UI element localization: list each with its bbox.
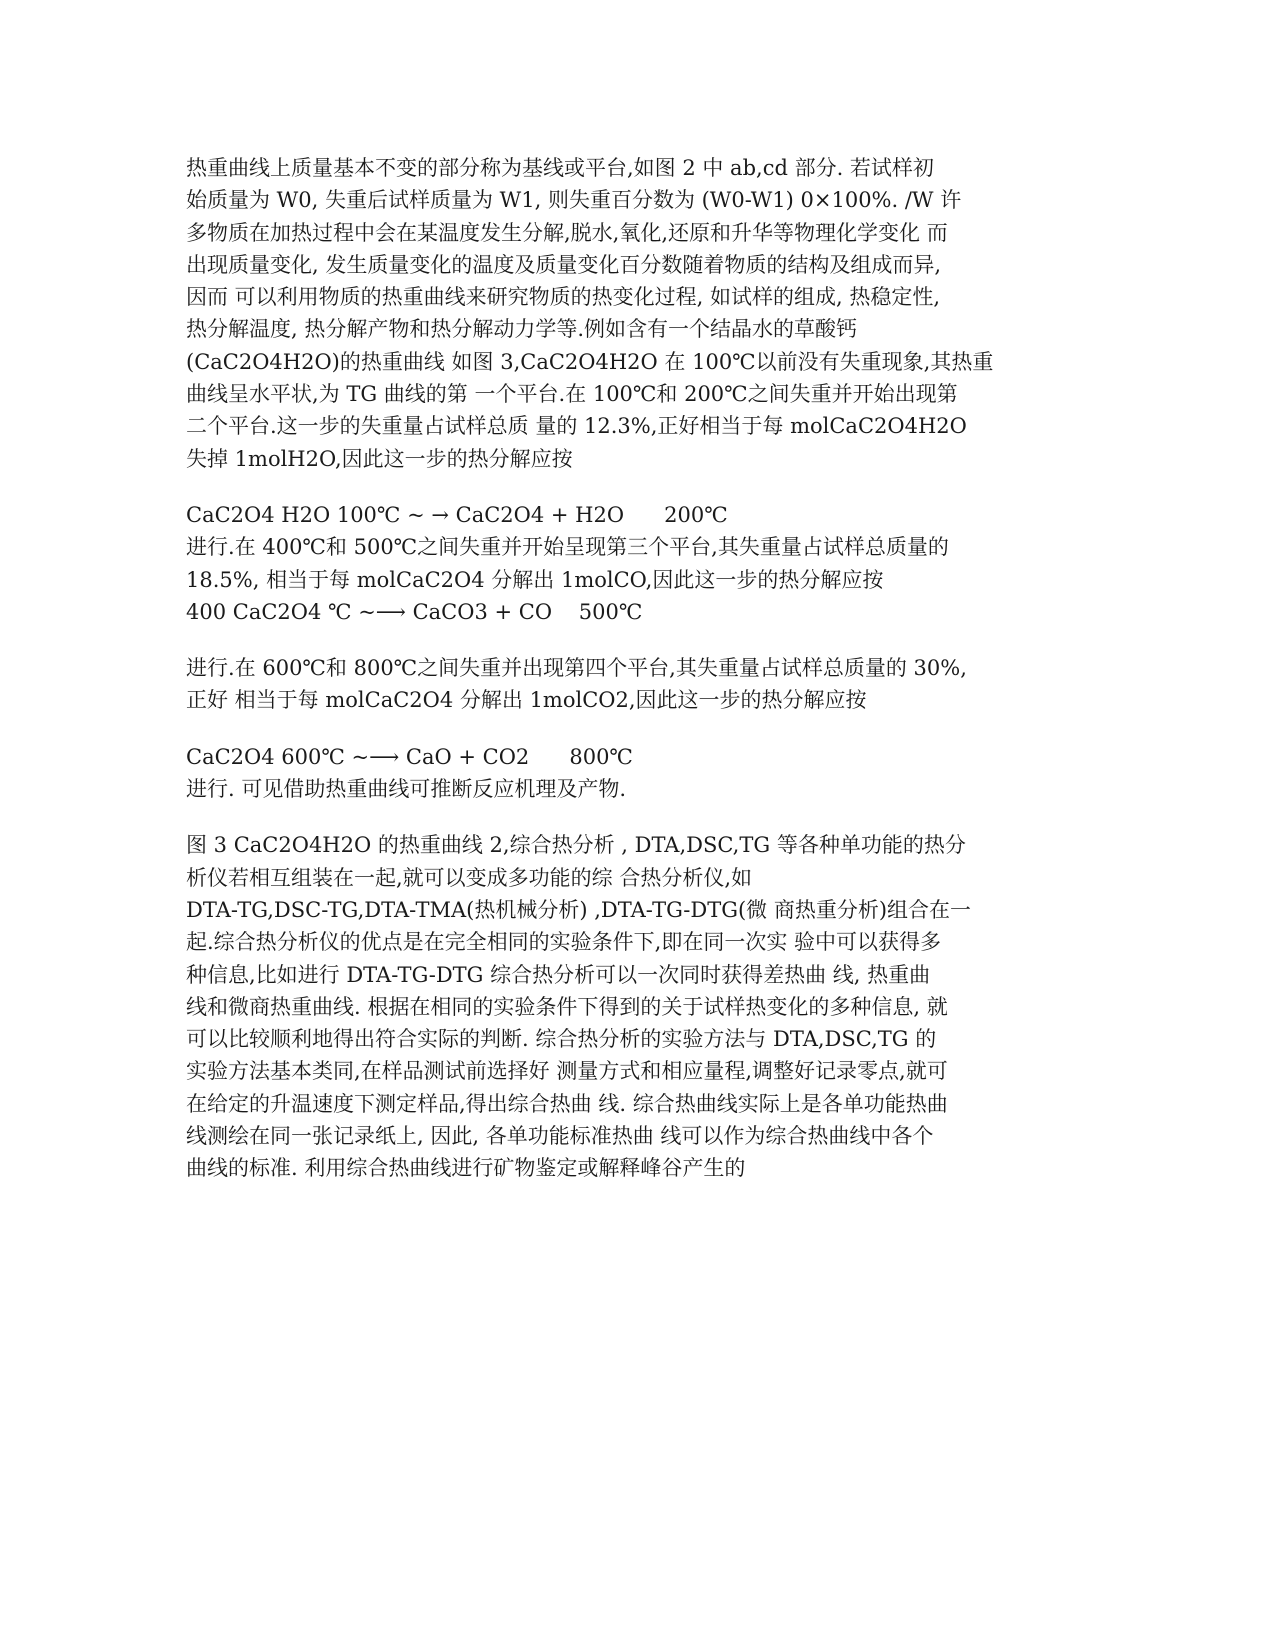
text-line: 热分解温度, 热分解产物和热分解动力学等.例如含有一个结晶水的草酸钙 xyxy=(186,317,858,342)
text-line: 二个平台.这一步的失重量占试样总质 量的 12.3%,正好相当于每 molCaC2O4H2O xyxy=(186,414,967,439)
paragraph-spacer xyxy=(186,805,1098,829)
text-line: 18.5%, 相当于每 molCaC2O4 分解出 1molCO,因此这一步的热分解应按 xyxy=(186,567,884,592)
equation-decarboxylation: CaC2O4 600℃ ~⟶ CaO + CO2 800℃ xyxy=(186,744,633,769)
paragraph-combined-analysis xyxy=(186,829,1098,1184)
text-line: 在给定的升温速度下测定样品,得出综合热曲 线. 综合热曲线实际上是各单功能热曲 xyxy=(186,1091,948,1116)
text-line: 线测绘在同一张记录纸上, 因此, 各单功能标准热曲 线可以作为综合热曲线中各个 xyxy=(186,1124,934,1149)
equation-dehydration: CaC2O4 H2O 100℃ ~ → CaC2O4 + H2O 200℃ xyxy=(186,502,728,527)
paragraph-tg-baseline xyxy=(186,152,1098,475)
text-line: 可以比较顺利地得出符合实际的判断. 综合热分析的实验方法与 DTA,DSC,TG 的 xyxy=(186,1027,937,1052)
text-line: 实验方法基本类同,在样品测试前选择好 测量方式和相应量程,调整好记录零点,就可 xyxy=(186,1059,948,1084)
paragraph-third-step xyxy=(186,652,1098,717)
text-line: 析仪若相互组装在一起,就可以变成多功能的综 合热分析仪,如 xyxy=(186,865,753,890)
text-line: 图 3 CaC2O4H2O 的热重曲线 2,综合热分析 , DTA,DSC,TG 等各种单功能的热分 xyxy=(186,833,966,858)
text-line: 线和微商热重曲线. 根据在相同的实验条件下得到的关于试样热变化的多种信息, 就 xyxy=(186,994,948,1019)
text-line: 热重曲线上质量基本不变的部分称为基线或平台,如图 2 中 ab,cd 部分. 若试样初 xyxy=(186,156,934,180)
document-page xyxy=(186,152,1098,1185)
text-line: 正好 相当于每 molCaC2O4 分解出 1molCO2,因此这一步的热分解应按 xyxy=(186,688,867,713)
text-line: 始质量为 W0, 失重后试样质量为 W1, 则失重百分数为 (W0-W1) 0×100%. /W 许 xyxy=(186,188,962,213)
text-line: 进行.在 400℃和 500℃之间失重并开始呈现第三个平台,其失重量占试样总质量的 xyxy=(186,535,949,560)
text-line: 进行. 可见借助热重曲线可推断反应机理及产物. xyxy=(186,777,627,802)
text-line: 失掉 1molH2O,因此这一步的热分解应按 xyxy=(186,446,573,471)
text-line: 种信息,比如进行 DTA-TG-DTG 综合热分析可以一次同时获得差热曲 线, 热重曲 xyxy=(186,962,931,987)
text-line: 进行.在 600℃和 800℃之间失重并出现第四个平台,其失重量占试样总质量的 30%, xyxy=(186,656,967,681)
equation-decarbonylation: 400 CaC2O4 ℃ ~⟶ CaCO3 + CO 500℃ xyxy=(186,599,643,624)
text-line: 出现质量变化, 发生质量变化的温度及质量变化百分数随着物质的结构及组成而异, xyxy=(186,252,942,277)
text-line: 起.综合热分析仪的优点是在完全相同的实验条件下,即在同一次实 验中可以获得多 xyxy=(186,930,942,955)
text-line: 曲线的标准. 利用综合热曲线进行矿物鉴定或解释峰谷产生的 xyxy=(186,1156,746,1181)
paragraph-spacer xyxy=(186,628,1098,652)
paragraph-spacer xyxy=(186,475,1098,499)
paragraph-second-step xyxy=(186,531,1098,596)
text-line: (CaC2O4H2O)的热重曲线 如图 3,CaC2O4H2O 在 100℃以前没有失重现象,其热重 xyxy=(186,349,994,374)
paragraph-conclusion xyxy=(186,773,1098,805)
text-line: 多物质在加热过程中会在某温度发生分解,脱水,氧化,还原和升华等物理化学变化 而 xyxy=(186,220,948,245)
text-line: DTA-TG,DSC-TG,DTA-TMA(热机械分析) ,DTA-TG-DTG(微 商热重分析)组合在一 xyxy=(186,897,972,922)
paragraph-spacer xyxy=(186,717,1098,741)
text-line: 曲线呈水平状,为 TG 曲线的第 一个平台.在 100℃和 200℃之间失重并开始出现第 xyxy=(186,382,958,407)
text-line: 因而 可以利用物质的热重曲线来研究物质的热变化过程, 如试样的组成, 热稳定性, xyxy=(186,285,941,310)
